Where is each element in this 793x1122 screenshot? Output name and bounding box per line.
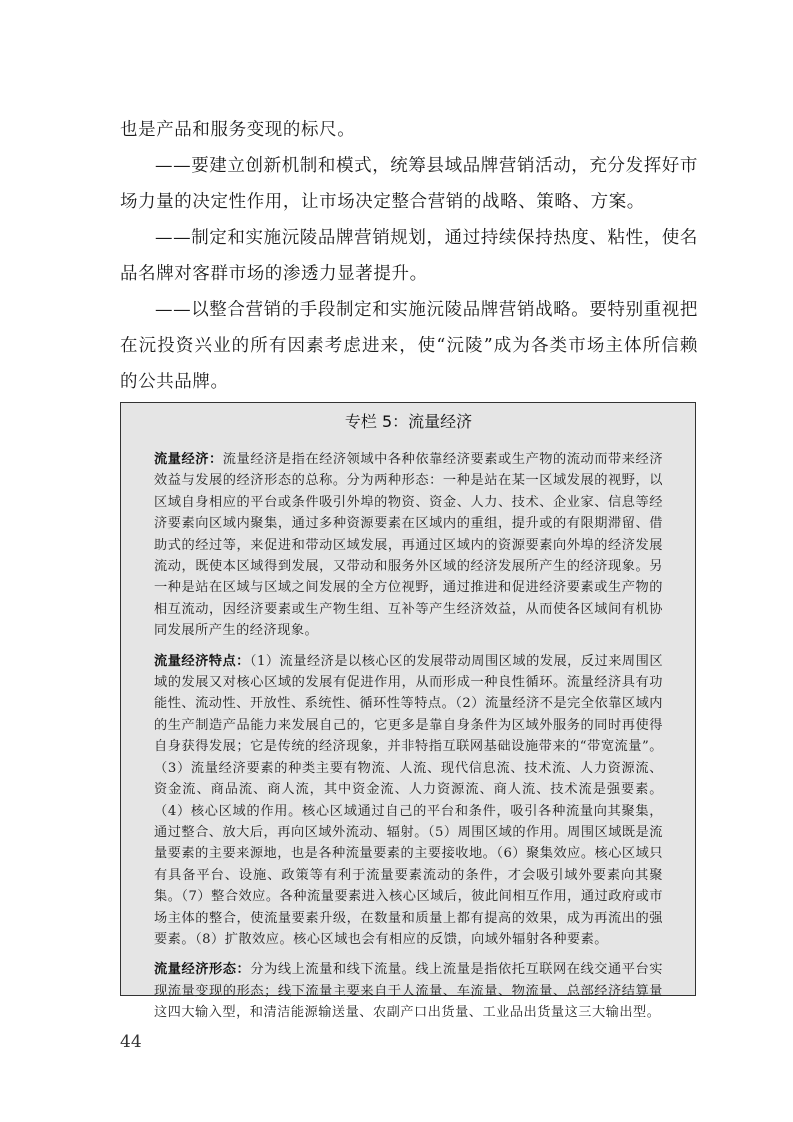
body-paragraph: ——制定和实施沅陵品牌营销规划，通过持续保持热度、粘性，使名品名牌对客群市场的渗透力显著提升。 [120,228,698,284]
section-text: 流量经济是指在经济领域中各种依靠经济要素或生产物的流动而带来经济效益与发展的经济形态的总称。分为两种形态：一种是站在某一区域发展的视野，以区域自身相应的平台或条件吸引外埠的物资、资金、人力、技术、企业家、信息等经济要素向区域内聚集，通过多种资源要素在区域内的重组，提升或的有限期滞留、借助式的经过等，来促进和带动区域发展，再通过区域内的资源要素向外埠的经济发展流动，既使本区域得到发展，又带动和服务外区域的经济发展所产生的经济现象。另一种是站在区域与区域之间发展的全方位视野，通过推进和促进经济要素或生产物的相互流动，因经济要素或生产物生组、互补等产生经济效益，从而使各区域间有机协同发展所产生的经济现象。 [154,452,664,639]
box-title: 专栏 5：流量经济 [344,412,473,431]
section-term: 流量经济： [154,452,223,467]
body-text [120,112,698,400]
section-term: 流量经济特点： [154,653,250,669]
page-number: 44 [120,1032,142,1052]
sidebar-box [120,402,696,1021]
section-term: 流量经济形态： [154,962,251,978]
body-paragraph: ——要建立创新机制和模式，统筹县域品牌营销活动，充分发挥好市场力量的决定性作用，让市场决定整合营销的战略、策略、方案。 [120,156,698,212]
section-text: （1）流量经济是以核心区的发展带动周围区域的发展，反过来周围区域的发展又对核心区域的发展有促进作用，从而形成一种良性循环。流量经济具有功能性、流动性、开放性、系统性、循环性等特点。（2）流量经济不是完全依靠区域内的生产制造产品能力来发展自己的，它更多是靠自身条件为区域外服务的同时再使得自身获得发展；它是传统的经济现象，并非特指互联网基础设施带来的“带宽流量”。（3）流量经济要素的种类主要有物流、人流、现代信息流、技术流、人力资源流、资金流、商品流、商人流，其中资金流、人力资源流、商人流、技术流是强要素。（4）核心区域的作用。核心区域通过自己的平台和条件，吸引各种流量向其聚集，通过整合、放大后，再向区域外流动、辐射。（5）周围区域的作用。周围区域既是流量要素的主要来源地，也是各种流量要素的主要接收地。（6）聚集效应。核心区域只有具备平台、设施、政策等有利于流量要素流动的条件，才会吸引域外要素向其聚集。（7）整合效应。各种流量要素进入核心区域后，彼此间相互作用，通过政府或市场主体的整合，使流量要素升级，在数量和质量上都有提高的效果，成为再流出的强要素。（8）扩散效应。核心区域也会有相应的反馈，向域外辐射各种要素。 [154,653,664,947]
section-text: 分为线上流量和线下流量。线上流量是指依托互联网在线交通平台实现流量变现的形态；线下流量主要来自于人流量、车流量、物流量、总部经济结算量这四大输入型，和清洁能源输送量、农副产口出货量、工业品出货量这三大输出型。 [154,962,663,1021]
box-section [154,449,663,642]
body-paragraph: ——以整合营销的手段制定和实施沅陵品牌营销战略。要特别重视把在沅投资兴业的所有因素考虑进来，使“沅陵”成为各类市场主体所信赖的公共品牌。 [120,300,698,392]
body-paragraph: 也是产品和服务变现的标尺。 [120,120,356,140]
box-section [154,959,663,1023]
box-section [154,651,663,951]
